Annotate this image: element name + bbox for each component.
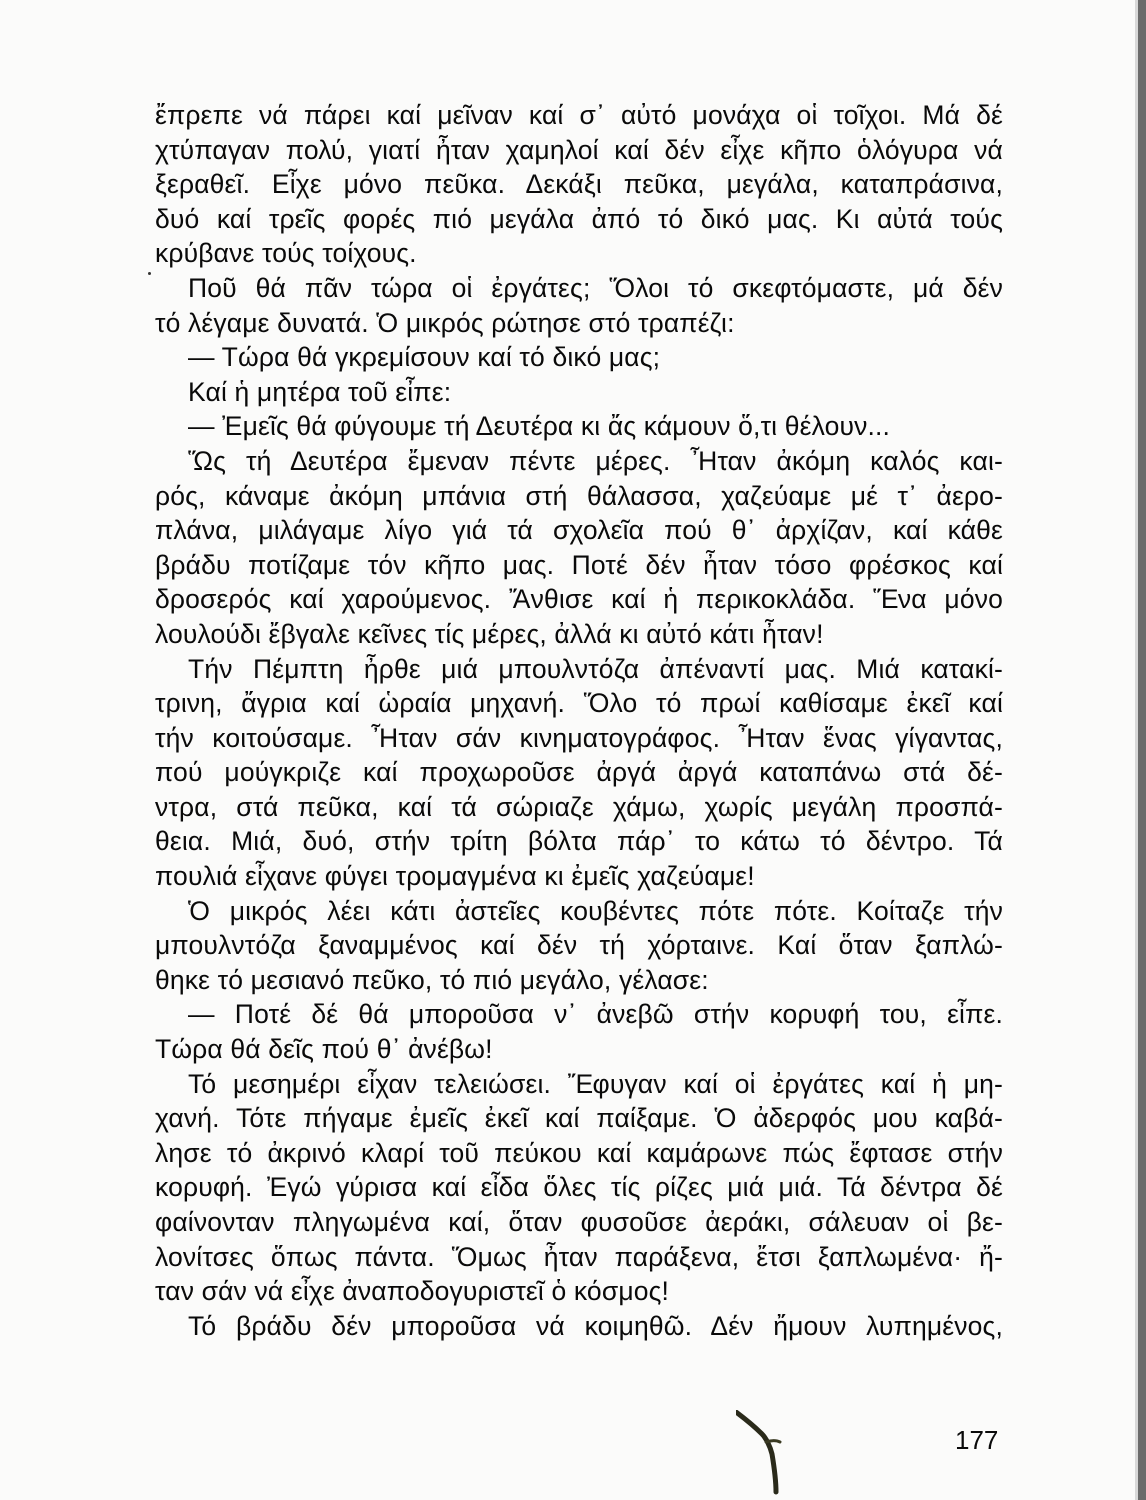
text-line: χτύπαγαν πολύ, γιατί ἦταν χαμηλοί καί δέν εἶχε κῆπο ὁλόγυρα νά xyxy=(155,134,1003,165)
text-line: λησε τό ἀκρινό κλαρί τοῦ πεύκου καί καμάρωνε πώς ἔφτασε στήν xyxy=(155,1137,1003,1168)
text-line: ταν σάν νά εἶχε ἀναποδογυριστεῖ ὁ κόσμος! xyxy=(155,1276,670,1307)
text-line: φαίνονταν πληγωμένα καί, ὅταν φυσοῦσε ἀεράκι, σάλευαν οἱ βε- xyxy=(155,1207,1003,1237)
text-line: — Ἐμεῖς θά φύγουμε τή Δευτέρα κι ἄς κάμουν ὅ,τι θέλουν... xyxy=(188,411,891,442)
text-line: πουλιά εἶχανε φύγει τρομαγμένα κι ἐμεῖς χαζεύαμε! xyxy=(155,861,755,892)
text-line: λονίτσες ὅπως πάντα. Ὅμως ἦταν παράξενα, ἔτσι ξαπλωμένα· ἤ- xyxy=(155,1241,1003,1272)
text-line: Ὁ μικρός λέει κάτι ἀστεῖες κουβέντες πότε πότε. Κοίταζε τήν xyxy=(188,895,1003,926)
text-line: ξεραθεῖ. Εἶχε μόνο πεῦκα. Δεκάξι πεῦκα, μεγάλα, καταπράσινα, xyxy=(155,169,1003,200)
text-line: τό λέγαμε δυνατά. Ὁ μικρός ρώτησε στό τραπέζι: xyxy=(155,307,735,338)
text-line: ἔπρεπε νά πάρει καί μεῖναν καί σ᾽ αὐτό μονάχα οἱ τοῖχοι. Μά δέ xyxy=(155,100,1003,130)
text-line: δυό καί τρεῖς φορές πιό μεγάλα ἀπό τό δικό μας. Κι αὐτά τούς xyxy=(155,203,1003,234)
text-line: χανή. Τότε πήγαμε ἐμεῖς ἐκεῖ καί παίξαμε. Ὁ ἀδερφός μου καβά- xyxy=(155,1103,1003,1134)
text-line: κορυφή. Ἐγώ γύρισα καί εἶδα ὅλες τίς ρίζες μιά μιά. Τά δέντρα δέ xyxy=(155,1172,1003,1203)
text-line: Τό βράδυ δέν μποροῦσα νά κοιμηθῶ. Δέν ἤμουν λυπημένος, xyxy=(188,1310,1003,1341)
text-line: ρός, κάναμε ἀκόμη μπάνια στή θάλασσα, χαζεύαμε μέ τ᾽ ἀερο- xyxy=(155,480,1003,511)
text-line: ντρα, στά πεῦκα, καί τά σώριαζε χάμω, χωρίς μεγάλη προσπά- xyxy=(155,791,1003,822)
text-line: κρύβανε τούς τοίχους. xyxy=(155,238,417,269)
text-line: Ποῦ θά πᾶν τώρα οἱ ἐργάτες; Ὅλοι τό σκεφτόμαστε, μά δέν xyxy=(188,272,1003,303)
text-line: — Ποτέ δέ θά μποροῦσα ν᾽ ἀνεβῶ στήν κορυφή του, εἶπε. xyxy=(188,999,1003,1030)
text-line: — Τώρα θά γκρεμίσουν καί τό δικό μας; xyxy=(188,342,661,373)
text-line: δροσερός καί χαρούμενος. Ἄνθισε καί ἡ περικοκλάδα. Ἕνα μόνο xyxy=(155,584,1003,615)
text-line: Ὥς τή Δευτέρα ἔμεναν πέντε μέρες. Ἦταν ἀκόμη καλός και- xyxy=(188,445,1003,476)
text-line: πλάνα, μιλάγαμε λίγο γιά τά σχολεῖα πού θ᾽ ἀρχίζαν, καί κάθε xyxy=(155,515,1003,546)
text-line: θεια. Μιά, δυό, στήν τρίτη βόλτα πάρ᾽ το κάτω τό δέντρο. Τά xyxy=(155,826,1003,857)
text-line: Τό μεσημέρι εἶχαν τελειώσει. Ἔφυγαν καί οἱ ἐργάτες καί ἡ μη- xyxy=(188,1068,1003,1099)
text-line: λουλούδι ἔβγαλε κεῖνες τίς μέρες, ἀλλά κι αὐτό κάτι ἦταν! xyxy=(155,618,824,649)
text-line: βράδυ ποτίζαμε τόν κῆπο μας. Ποτέ δέν ἦταν τόσο φρέσκος καί xyxy=(155,549,1003,580)
page-number: 177 xyxy=(955,1425,999,1455)
text-line: τρινη, ἄγρια καί ὡραία μηχανή. Ὅλο τό πρωί καθίσαμε ἐκεῖ καί xyxy=(155,688,1003,719)
text-line: Τήν Πέμπτη ἦρθε μιά μπουλντόζα ἀπέναντί μας. Μιά κατακί- xyxy=(188,653,1003,684)
text-line: πού μούγκριζε καί προχωροῦσε ἀργά ἀργά καταπάνω στά δέ- xyxy=(155,757,1003,788)
text-line: Καί ἡ μητέρα τοῦ εἶπε: xyxy=(188,376,452,407)
ink-speck xyxy=(148,272,151,275)
text-line: θηκε τό μεσιανό πεῦκο, τό πιό μεγάλο, γέλασε: xyxy=(155,964,709,995)
body-text xyxy=(155,98,1003,1343)
ink-mark-icon xyxy=(736,1410,786,1495)
text-line: Τώρα θά δεῖς πού θ᾽ ἀνέβω! xyxy=(155,1034,493,1065)
text-line: μπουλντόζα ξαναμμένος καί δέν τή χόρταινε. Καί ὅταν ξαπλώ- xyxy=(155,930,1003,961)
text-line: τήν κοιτούσαμε. Ἦταν σάν κινηματογράφος. Ἦταν ἕνας γίγαντας, xyxy=(155,722,1003,753)
